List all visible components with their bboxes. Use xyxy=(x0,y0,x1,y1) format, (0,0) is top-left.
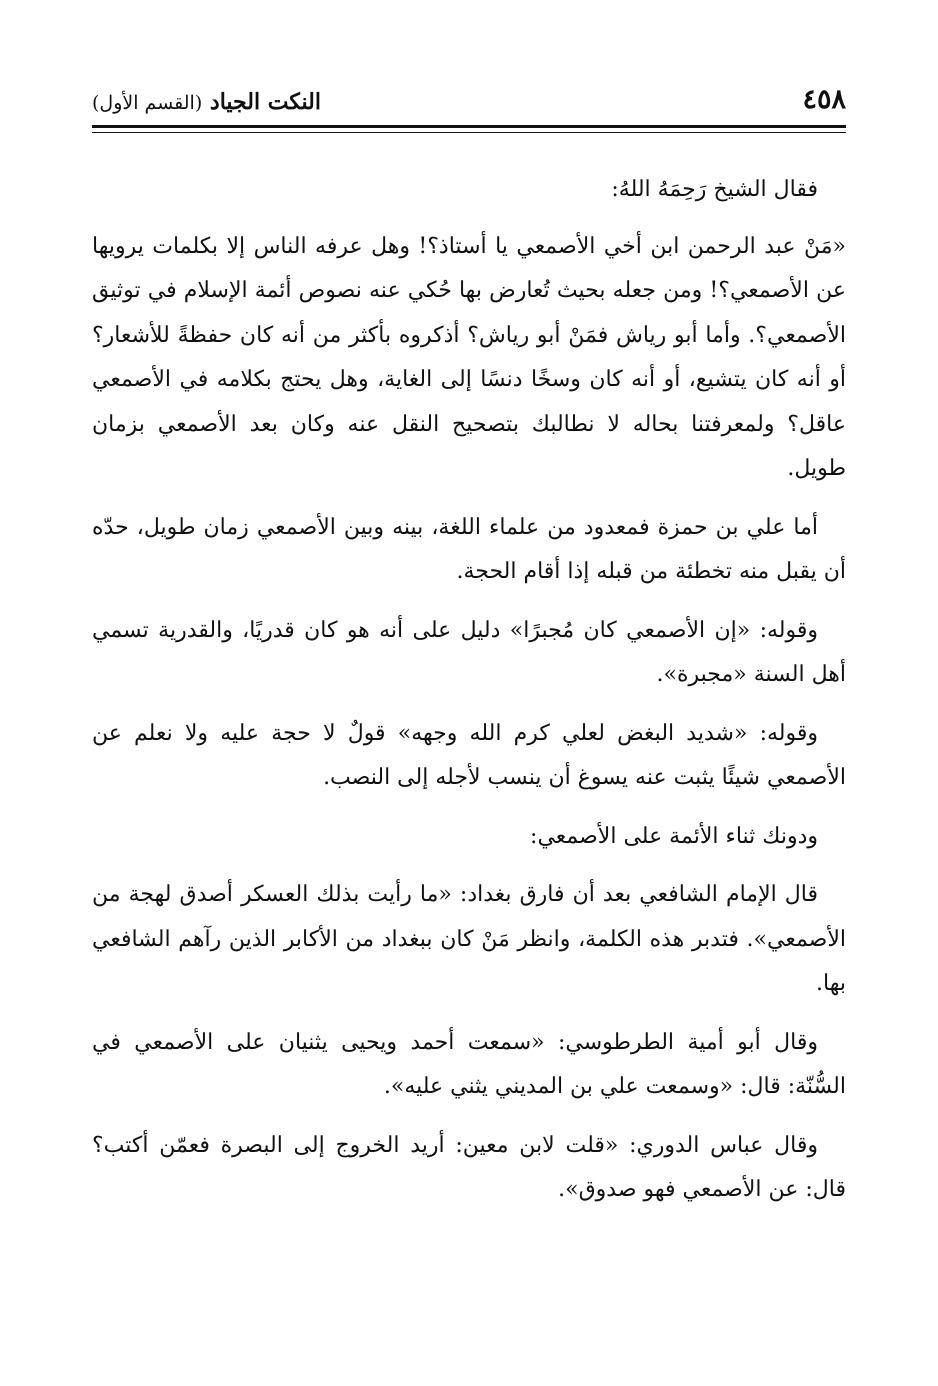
paragraph-intro: فقال الشيخ رَحِمَهُ اللهُ: xyxy=(611,177,818,202)
running-title xyxy=(92,88,321,117)
paragraph-bughd: وقوله: «شديد البغض لعلي كرم الله وجهه» قولٌ لا حجة عليه ولا نعلم عن الأصمعي شيئًا يثبت عنه يسوغ أن ينسب لأجله إلى النصب. xyxy=(92,720,846,790)
paragraph-thana-heading: ودونك ثناء الأئمة على الأصمعي: xyxy=(530,823,818,849)
book-section: (القسم الأول) xyxy=(92,92,203,114)
paragraph-quote: «مَنْ عبد الرحمن ابن أخي الأصمعي يا أستاذ؟! وهل عرفه الناس إلا بكلمات يرويها عن الأصمعي؟! ومن جعله بحيث تُعارض بها حُكي عنه نصوص أئمة الإسلام في توثيق الأصمعي؟. وأما أبو رياش فمَنْ أبو رياش؟ أذكروه بأكثر من أنه كان حفظةً للأشعار؟ أو أنه كان يتشيع، أو أنه كان وسخًا دنسًا إلى الغاية، وهل يحتج بكلامه في الأصمعي عاقل؟ ولمعرفتنا بحاله لا نطالبك بتصحيح النقل عنه وكان بعد الأصمعي بزمان طويل. xyxy=(92,233,846,481)
page-number: ٤٥٨ xyxy=(802,84,846,115)
paragraph-ali-bin-hamza: أما علي بن حمزة فمعدود من علماء اللغة، بينه وبين الأصمعي زمان طويل، حدّه أن يقبل منه تخطئة من قبله إذا أقام الحجة. xyxy=(92,514,846,584)
page-body xyxy=(92,168,846,1227)
book-title: النكت الجياد xyxy=(209,89,321,115)
header-rule-thick xyxy=(92,125,846,128)
paragraph-duri: وقال عباس الدوري: «قلت لابن معين: أريد الخروج إلى البصرة فعمّن أكتب؟ قال: عن الأصمعي فهو صدوق». xyxy=(92,1132,846,1202)
paragraph-mujbir: وقوله: «إن الأصمعي كان مُجبرًا» دليل على أنه هو كان قدريًا، والقدرية تسمي أهل السنة «مجبرة». xyxy=(92,617,846,687)
header-rule-thin xyxy=(92,132,846,133)
paragraph-shafii: قال الإمام الشافعي بعد أن فارق بغداد: «ما رأيت بذلك العسكر أصدق لهجة من الأصمعي». فتدبر هذه الكلمة، وانظر مَنْ كان ببغداد من الأكابر الذين رآهم الشافعي بها. xyxy=(92,882,846,996)
page-header xyxy=(92,78,846,122)
paragraph-tartusi: وقال أبو أمية الطرطوسي: «سمعت أحمد ويحيى يثنيان على الأصمعي في السُّنّة: قال: «وسمعت علي بن المديني يثني عليه». xyxy=(92,1029,846,1099)
